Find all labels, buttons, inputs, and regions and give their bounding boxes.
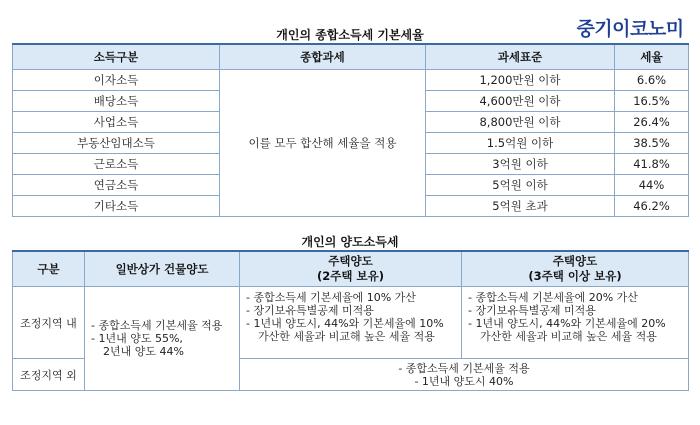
rule-line: - 종합소득세 기본세율 적용	[91, 319, 223, 332]
rule-line: - 1년내 양도시 40%	[414, 374, 514, 388]
tax-rate-cell: 44%	[615, 175, 689, 196]
comprehensive-note-cell: 이를 모두 합산해 세율을 적용	[220, 70, 426, 217]
rule-line: - 종합소득세 기본세율 적용	[398, 361, 530, 375]
header-tax-rate: 세율	[615, 44, 689, 70]
table2-title: 개인의 양도소득세	[301, 235, 399, 249]
income-type-cell: 연금소득	[13, 175, 220, 196]
tax-base-cell: 3억원 이하	[426, 154, 615, 175]
tax-base-cell: 5억원 이하	[426, 175, 615, 196]
table1-title: 개인의 종합소득세 기본세율	[276, 28, 424, 42]
table-header-row	[13, 44, 689, 70]
rule-line: - 장기보유특별공제 미적용	[246, 304, 374, 317]
income-type-cell: 이자소득	[13, 70, 220, 91]
header-comprehensive: 종합과세	[220, 44, 426, 70]
tax-rate-cell: 41.8%	[615, 154, 689, 175]
tax-base-cell: 8,800만원 이하	[426, 112, 615, 133]
header-income-type: 소득구분	[13, 44, 220, 70]
rule-line: 가산한 세율과 비교해 높은 세율 적용	[480, 330, 657, 343]
income-tax-rate-table	[12, 43, 689, 217]
rule-line: 가산한 세율과 비교해 높은 세율 적용	[258, 330, 435, 343]
rule-line: - 1년내 양도시, 44%와 기본세율에 20%	[468, 317, 666, 330]
income-type-cell: 부동산임대소득	[13, 133, 220, 154]
header-three-houses-line1: 주택양도	[552, 254, 598, 268]
tax-rate-cell: 16.5%	[615, 91, 689, 112]
rule-line: - 1년내 양도시, 44%와 기본세율에 10%	[246, 317, 444, 330]
tax-base-cell: 1.5억원 이하	[426, 133, 615, 154]
header-general-building: 일반상가 건물양도	[85, 251, 240, 287]
header-two-houses-line2: (2주택 보유)	[317, 269, 384, 283]
general-building-rules	[85, 287, 240, 391]
header-category: 구분	[13, 251, 85, 287]
rule-line: - 장기보유특별공제 미적용	[468, 304, 596, 317]
header-three-houses-line2: (3주택 이상 보유)	[528, 269, 622, 283]
rule-line: - 종합소득세 기본세율에 20% 가산	[468, 291, 638, 304]
tax-rate-cell: 46.2%	[615, 196, 689, 217]
region-label-regulated: 조정지역 내	[13, 287, 85, 359]
table-row	[13, 70, 689, 91]
tax-base-cell: 5억원 초과	[426, 196, 615, 217]
income-type-cell: 기타소득	[13, 196, 220, 217]
tax-rate-cell: 6.6%	[615, 70, 689, 91]
rule-line: - 1년내 양도 55%,	[91, 332, 183, 345]
income-type-cell: 사업소득	[13, 112, 220, 133]
tax-rate-cell: 38.5%	[615, 133, 689, 154]
tax-base-cell: 1,200만원 이하	[426, 70, 615, 91]
brand-logo: 중기이코노미	[576, 18, 684, 40]
non-regulated-houses-rules	[240, 359, 689, 391]
capital-gains-tax-table	[12, 250, 689, 391]
two-houses-rules	[240, 287, 462, 359]
header-tax-base: 과세표준	[426, 44, 615, 70]
header-two-houses-line1: 주택양도	[328, 254, 373, 268]
rule-line: 2년내 양도 44%	[103, 345, 184, 358]
rule-line: - 종합소득세 기본세율에 10% 가산	[246, 291, 416, 304]
three-houses-rules	[462, 287, 689, 359]
region-label-non-regulated: 조정지역 외	[13, 359, 85, 391]
header-three-houses	[462, 251, 689, 287]
tax-base-cell: 4,600만원 이하	[426, 91, 615, 112]
header-two-houses	[240, 251, 462, 287]
table-header-row	[13, 251, 689, 287]
income-type-cell: 근로소득	[13, 154, 220, 175]
table-row-regulated	[13, 287, 689, 359]
income-type-cell: 배당소득	[13, 91, 220, 112]
tax-rate-cell: 26.4%	[615, 112, 689, 133]
